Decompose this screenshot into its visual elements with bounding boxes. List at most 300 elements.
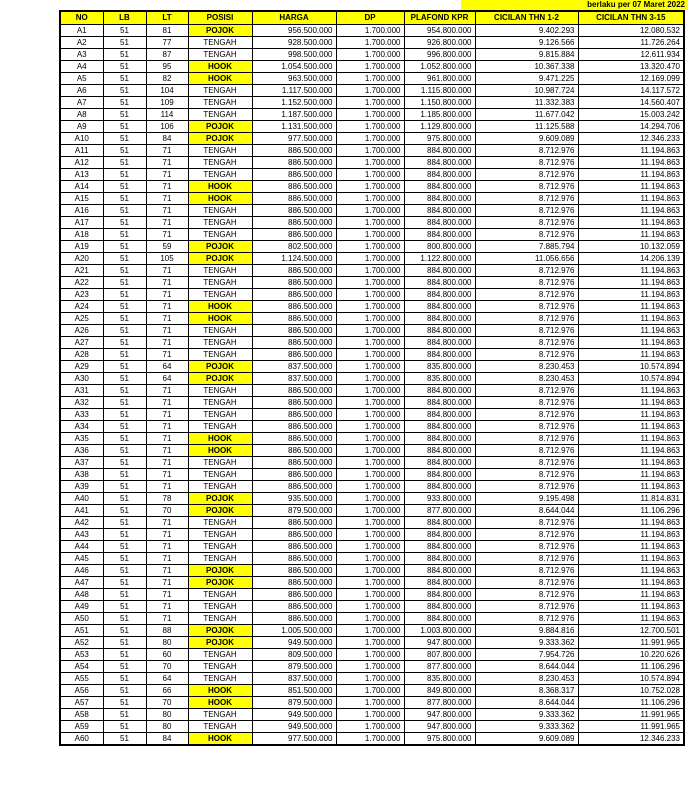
cell-no: A16 [60,204,103,216]
cell-lt: 78 [146,492,188,504]
cell-lt: 81 [146,24,188,36]
cell-harga: 886.500.000 [252,168,336,180]
cell-no: A29 [60,360,103,372]
table-row [60,408,684,420]
cell-posisi: HOOK [188,432,252,444]
cell-lb: 51 [103,708,146,720]
cell-harga: 886.500.000 [252,228,336,240]
cell-no: A18 [60,228,103,240]
cell-posisi: TENGAH [188,384,252,396]
cell-dp: 1.700.000 [336,336,404,348]
cell-dp: 1.700.000 [336,264,404,276]
cell-lt: 71 [146,276,188,288]
cell-dp: 1.700.000 [336,108,404,120]
cell-lt: 71 [146,312,188,324]
cell-cicilan-thn-3-15: 10.220.626 [578,648,684,660]
cell-lb: 51 [103,552,146,564]
cell-lb: 51 [103,576,146,588]
cell-no: A51 [60,624,103,636]
cell-cicilan-thn-1-2: 9.609.089 [475,132,578,144]
table-row [60,600,684,612]
cell-dp: 1.700.000 [336,72,404,84]
cell-dp: 1.700.000 [336,60,404,72]
table-row [60,672,684,684]
cell-dp: 1.700.000 [336,36,404,48]
table-row [60,372,684,384]
cell-lb: 51 [103,600,146,612]
cell-lb: 51 [103,84,146,96]
table-row [60,720,684,732]
cell-cicilan-thn-1-2: 7.885.794 [475,240,578,252]
cell-dp: 1.700.000 [336,564,404,576]
cell-cicilan-thn-3-15: 11.194.863 [578,204,684,216]
cell-cicilan-thn-3-15: 11.194.863 [578,540,684,552]
cell-harga: 886.500.000 [252,144,336,156]
cell-harga: 886.500.000 [252,612,336,624]
cell-lt: 71 [146,228,188,240]
table-header [60,11,684,24]
table-row [60,120,684,132]
cell-dp: 1.700.000 [336,480,404,492]
cell-harga: 935.500.000 [252,492,336,504]
cell-lb: 51 [103,360,146,372]
cell-harga: 886.500.000 [252,192,336,204]
cell-cicilan-thn-1-2: 8.712.976 [475,288,578,300]
cell-cicilan-thn-3-15: 11.194.863 [578,264,684,276]
cell-plafond-kpr: 884.800.000 [404,456,475,468]
cell-posisi: TENGAH [188,168,252,180]
cell-dp: 1.700.000 [336,732,404,745]
header-cicilan-thn-1-2: CICILAN THN 1-2 [475,11,578,24]
cell-lt: 71 [146,528,188,540]
cell-harga: 886.500.000 [252,540,336,552]
cell-posisi: TENGAH [188,96,252,108]
cell-lt: 71 [146,540,188,552]
cell-cicilan-thn-1-2: 8.712.976 [475,216,578,228]
cell-cicilan-thn-3-15: 11.194.863 [578,216,684,228]
cell-plafond-kpr: 884.800.000 [404,588,475,600]
cell-no: A22 [60,276,103,288]
cell-cicilan-thn-1-2: 8.712.976 [475,384,578,396]
cell-lt: 71 [146,600,188,612]
cell-plafond-kpr: 884.800.000 [404,216,475,228]
cell-dp: 1.700.000 [336,696,404,708]
cell-no: A7 [60,96,103,108]
cell-plafond-kpr: 884.800.000 [404,276,475,288]
cell-cicilan-thn-1-2: 9.333.362 [475,708,578,720]
cell-cicilan-thn-3-15: 10.574.894 [578,372,684,384]
cell-posisi: HOOK [188,60,252,72]
cell-lt: 71 [146,324,188,336]
table-row [60,576,684,588]
cell-no: A44 [60,540,103,552]
cell-plafond-kpr: 975.800.000 [404,732,475,745]
cell-lb: 51 [103,516,146,528]
cell-posisi: TENGAH [188,48,252,60]
cell-cicilan-thn-3-15: 11.194.863 [578,180,684,192]
cell-dp: 1.700.000 [336,324,404,336]
cell-cicilan-thn-1-2: 8.712.976 [475,468,578,480]
cell-no: A8 [60,108,103,120]
cell-posisi: TENGAH [188,204,252,216]
cell-lb: 51 [103,492,146,504]
table-row [60,684,684,696]
cell-harga: 1.187.500.000 [252,108,336,120]
cell-posisi: TENGAH [188,528,252,540]
cell-harga: 886.500.000 [252,324,336,336]
cell-posisi: TENGAH [188,648,252,660]
cell-cicilan-thn-3-15: 11.726.264 [578,36,684,48]
cell-harga: 886.500.000 [252,348,336,360]
cell-no: A13 [60,168,103,180]
table-row [60,240,684,252]
table-row [60,312,684,324]
cell-lb: 51 [103,204,146,216]
cell-cicilan-thn-1-2: 8.230.453 [475,672,578,684]
cell-posisi: TENGAH [188,720,252,732]
cell-no: A47 [60,576,103,588]
cell-harga: 886.500.000 [252,600,336,612]
cell-harga: 886.500.000 [252,288,336,300]
cell-posisi: TENGAH [188,456,252,468]
cell-lt: 82 [146,72,188,84]
cell-no: A2 [60,36,103,48]
cell-posisi: TENGAH [188,408,252,420]
cell-posisi: TENGAH [188,588,252,600]
table-row [60,168,684,180]
cell-cicilan-thn-3-15: 12.611.934 [578,48,684,60]
cell-posisi: HOOK [188,300,252,312]
cell-harga: 998.500.000 [252,48,336,60]
table-row [60,564,684,576]
cell-lt: 70 [146,696,188,708]
cell-no: A6 [60,84,103,96]
cell-cicilan-thn-1-2: 8.712.976 [475,396,578,408]
cell-harga: 886.500.000 [252,204,336,216]
cell-posisi: TENGAH [188,708,252,720]
cell-plafond-kpr: 884.800.000 [404,480,475,492]
cell-cicilan-thn-1-2: 11.125.588 [475,120,578,132]
table-row [60,156,684,168]
cell-posisi: TENGAH [188,600,252,612]
cell-lb: 51 [103,168,146,180]
cell-no: A23 [60,288,103,300]
cell-no: A20 [60,252,103,264]
cell-plafond-kpr: 884.800.000 [404,180,475,192]
cell-lt: 88 [146,624,188,636]
cell-posisi: HOOK [188,72,252,84]
cell-dp: 1.700.000 [336,672,404,684]
cell-lt: 71 [146,432,188,444]
cell-harga: 809.500.000 [252,648,336,660]
cell-dp: 1.700.000 [336,276,404,288]
cell-plafond-kpr: 800.800.000 [404,240,475,252]
cell-lt: 71 [146,384,188,396]
cell-lb: 51 [103,300,146,312]
cell-no: A55 [60,672,103,684]
cell-harga: 879.500.000 [252,504,336,516]
cell-cicilan-thn-1-2: 8.644.044 [475,660,578,672]
cell-harga: 879.500.000 [252,696,336,708]
cell-harga: 963.500.000 [252,72,336,84]
cell-no: A1 [60,24,103,36]
cell-no: A31 [60,384,103,396]
cell-cicilan-thn-3-15: 11.194.863 [578,444,684,456]
cell-plafond-kpr: 1.003.800.000 [404,624,475,636]
cell-posisi: POJOK [188,492,252,504]
table-row [60,432,684,444]
cell-cicilan-thn-1-2: 9.333.362 [475,636,578,648]
header-lb: LB [103,11,146,24]
cell-lb: 51 [103,564,146,576]
cell-cicilan-thn-1-2: 8.712.976 [475,348,578,360]
cell-no: A36 [60,444,103,456]
cell-plafond-kpr: 884.800.000 [404,552,475,564]
table-row [60,612,684,624]
cell-posisi: HOOK [188,444,252,456]
cell-dp: 1.700.000 [336,84,404,96]
cell-no: A24 [60,300,103,312]
table-row [60,360,684,372]
cell-plafond-kpr: 947.800.000 [404,636,475,648]
cell-lb: 51 [103,348,146,360]
cell-lt: 71 [146,456,188,468]
cell-harga: 886.500.000 [252,264,336,276]
cell-cicilan-thn-3-15: 11.194.863 [578,468,684,480]
cell-lt: 71 [146,552,188,564]
cell-lt: 71 [146,348,188,360]
cell-posisi: POJOK [188,240,252,252]
cell-dp: 1.700.000 [336,588,404,600]
table-row [60,648,684,660]
cell-cicilan-thn-1-2: 9.195.498 [475,492,578,504]
table-row [60,396,684,408]
validity-banner: berlaku per 07 Maret 2022 [461,0,688,10]
cell-lb: 51 [103,24,146,36]
cell-posisi: TENGAH [188,36,252,48]
cell-dp: 1.700.000 [336,612,404,624]
cell-cicilan-thn-3-15: 11.194.863 [578,588,684,600]
cell-cicilan-thn-3-15: 11.194.863 [578,420,684,432]
cell-dp: 1.700.000 [336,168,404,180]
cell-dp: 1.700.000 [336,708,404,720]
cell-dp: 1.700.000 [336,720,404,732]
cell-no: A19 [60,240,103,252]
cell-plafond-kpr: 954.800.000 [404,24,475,36]
cell-cicilan-thn-3-15: 11.194.863 [578,156,684,168]
cell-cicilan-thn-3-15: 10.574.894 [578,360,684,372]
cell-lb: 51 [103,132,146,144]
cell-no: A60 [60,732,103,745]
cell-cicilan-thn-3-15: 12.346.233 [578,132,684,144]
cell-harga: 886.500.000 [252,276,336,288]
cell-dp: 1.700.000 [336,120,404,132]
cell-plafond-kpr: 884.800.000 [404,600,475,612]
cell-no: A4 [60,60,103,72]
cell-cicilan-thn-3-15: 11.194.863 [578,192,684,204]
cell-dp: 1.700.000 [336,180,404,192]
cell-no: A12 [60,156,103,168]
cell-harga: 886.500.000 [252,456,336,468]
cell-cicilan-thn-1-2: 8.712.976 [475,276,578,288]
cell-lb: 51 [103,684,146,696]
cell-harga: 956.500.000 [252,24,336,36]
cell-cicilan-thn-3-15: 14.117.572 [578,84,684,96]
cell-lb: 51 [103,72,146,84]
cell-no: A32 [60,396,103,408]
cell-posisi: HOOK [188,684,252,696]
table-row [60,588,684,600]
table-row [60,444,684,456]
table-row [60,276,684,288]
cell-posisi: TENGAH [188,276,252,288]
table-row [60,144,684,156]
cell-lt: 71 [146,468,188,480]
cell-plafond-kpr: 884.800.000 [404,384,475,396]
cell-plafond-kpr: 877.800.000 [404,504,475,516]
cell-no: A57 [60,696,103,708]
cell-dp: 1.700.000 [336,516,404,528]
cell-lt: 71 [146,420,188,432]
cell-cicilan-thn-1-2: 9.333.362 [475,720,578,732]
cell-dp: 1.700.000 [336,504,404,516]
header-dp: DP [336,11,404,24]
cell-plafond-kpr: 884.800.000 [404,288,475,300]
cell-no: A33 [60,408,103,420]
header-row [60,11,684,24]
cell-cicilan-thn-1-2: 9.126.566 [475,36,578,48]
cell-plafond-kpr: 884.800.000 [404,324,475,336]
cell-lb: 51 [103,636,146,648]
cell-no: A56 [60,684,103,696]
cell-cicilan-thn-3-15: 11.194.863 [578,168,684,180]
cell-lb: 51 [103,480,146,492]
cell-cicilan-thn-1-2: 8.230.453 [475,360,578,372]
table-row [60,72,684,84]
cell-posisi: POJOK [188,252,252,264]
cell-lt: 71 [146,180,188,192]
cell-posisi: TENGAH [188,216,252,228]
cell-plafond-kpr: 947.800.000 [404,708,475,720]
cell-cicilan-thn-1-2: 8.712.976 [475,324,578,336]
cell-lt: 71 [146,408,188,420]
cell-lb: 51 [103,612,146,624]
cell-posisi: POJOK [188,576,252,588]
cell-cicilan-thn-3-15: 11.194.863 [578,288,684,300]
cell-no: A30 [60,372,103,384]
cell-lt: 71 [146,444,188,456]
cell-cicilan-thn-3-15: 12.080.532 [578,24,684,36]
cell-cicilan-thn-1-2: 8.712.976 [475,420,578,432]
cell-lt: 71 [146,216,188,228]
cell-dp: 1.700.000 [336,144,404,156]
cell-no: A26 [60,324,103,336]
cell-dp: 1.700.000 [336,216,404,228]
cell-harga: 886.500.000 [252,528,336,540]
cell-lt: 71 [146,516,188,528]
table-row [60,636,684,648]
cell-harga: 949.500.000 [252,636,336,648]
cell-cicilan-thn-3-15: 11.106.296 [578,696,684,708]
cell-dp: 1.700.000 [336,132,404,144]
cell-dp: 1.700.000 [336,456,404,468]
cell-cicilan-thn-1-2: 8.712.976 [475,516,578,528]
cell-harga: 851.500.000 [252,684,336,696]
cell-dp: 1.700.000 [336,384,404,396]
table-row [60,384,684,396]
cell-lb: 51 [103,276,146,288]
cell-dp: 1.700.000 [336,348,404,360]
cell-harga: 886.500.000 [252,336,336,348]
cell-dp: 1.700.000 [336,540,404,552]
table-row [60,708,684,720]
cell-dp: 1.700.000 [336,396,404,408]
cell-dp: 1.700.000 [336,288,404,300]
cell-cicilan-thn-1-2: 8.712.976 [475,168,578,180]
cell-plafond-kpr: 1.052.800.000 [404,60,475,72]
cell-cicilan-thn-3-15: 11.194.863 [578,612,684,624]
header-cicilan-thn-3-15: CICILAN THN 3-15 [578,11,684,24]
cell-harga: 879.500.000 [252,660,336,672]
cell-posisi: TENGAH [188,336,252,348]
cell-cicilan-thn-1-2: 8.712.976 [475,444,578,456]
cell-lb: 51 [103,456,146,468]
cell-posisi: HOOK [188,192,252,204]
cell-plafond-kpr: 884.800.000 [404,192,475,204]
cell-cicilan-thn-1-2: 11.056.656 [475,252,578,264]
cell-cicilan-thn-3-15: 11.194.863 [578,336,684,348]
cell-lb: 51 [103,420,146,432]
cell-lt: 80 [146,708,188,720]
cell-dp: 1.700.000 [336,648,404,660]
cell-cicilan-thn-1-2: 8.712.976 [475,264,578,276]
cell-lt: 59 [146,240,188,252]
cell-cicilan-thn-3-15: 11.194.863 [578,408,684,420]
cell-dp: 1.700.000 [336,624,404,636]
cell-harga: 928.500.000 [252,36,336,48]
cell-harga: 886.500.000 [252,408,336,420]
cell-cicilan-thn-3-15: 12.700.501 [578,624,684,636]
cell-cicilan-thn-1-2: 8.712.976 [475,480,578,492]
cell-cicilan-thn-1-2: 9.402.293 [475,24,578,36]
cell-cicilan-thn-3-15: 11.194.863 [578,528,684,540]
cell-harga: 1.054.500.000 [252,60,336,72]
cell-harga: 886.500.000 [252,396,336,408]
cell-cicilan-thn-3-15: 11.194.863 [578,144,684,156]
cell-plafond-kpr: 947.800.000 [404,720,475,732]
cell-cicilan-thn-3-15: 11.194.863 [578,276,684,288]
cell-plafond-kpr: 926.800.000 [404,36,475,48]
cell-no: A52 [60,636,103,648]
cell-lt: 64 [146,672,188,684]
cell-plafond-kpr: 877.800.000 [404,660,475,672]
cell-cicilan-thn-3-15: 11.814.831 [578,492,684,504]
cell-lt: 66 [146,684,188,696]
table-row [60,300,684,312]
cell-harga: 1.131.500.000 [252,120,336,132]
cell-harga: 886.500.000 [252,564,336,576]
cell-harga: 886.500.000 [252,576,336,588]
table-row [60,516,684,528]
cell-cicilan-thn-1-2: 8.712.976 [475,180,578,192]
header-lt: LT [146,11,188,24]
cell-harga: 886.500.000 [252,384,336,396]
cell-posisi: TENGAH [188,288,252,300]
cell-cicilan-thn-1-2: 8.712.976 [475,612,578,624]
cell-no: A42 [60,516,103,528]
cell-cicilan-thn-1-2: 8.644.044 [475,696,578,708]
cell-cicilan-thn-3-15: 11.194.863 [578,480,684,492]
